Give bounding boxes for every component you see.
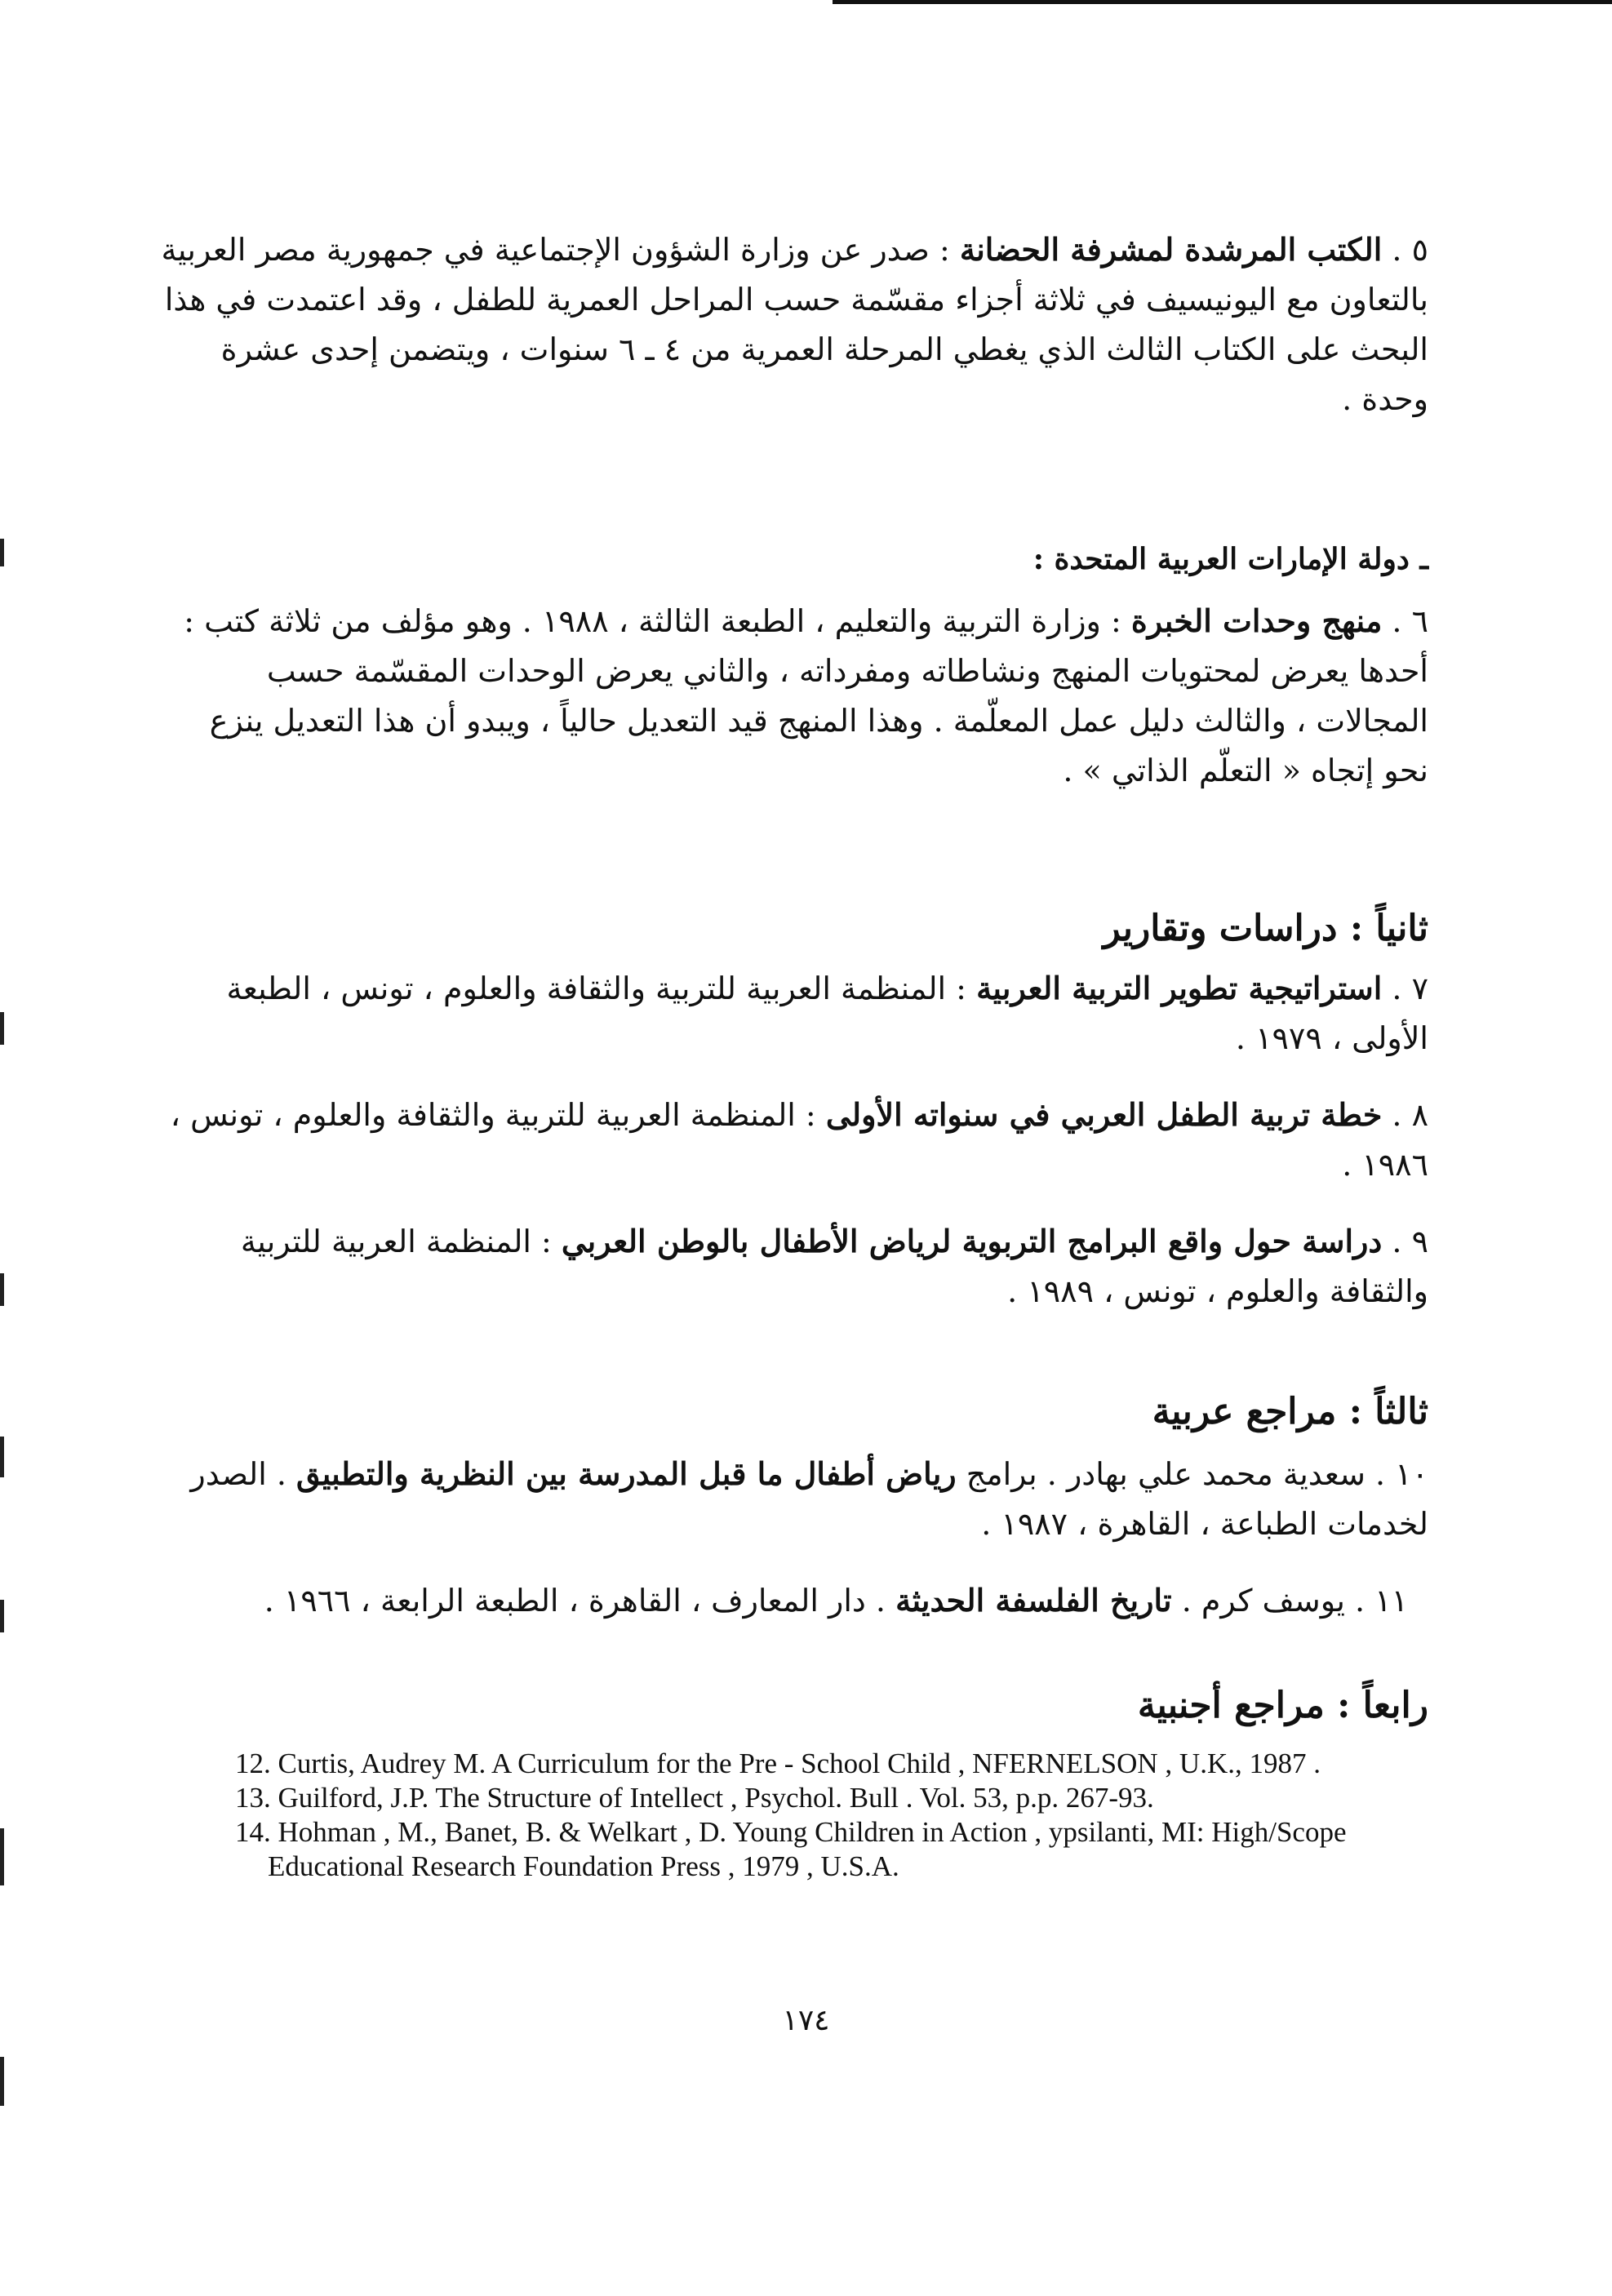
item-text: : وزارة التربية والتعليم ، الطبعة الثالثة ، ١٩٨٨ . وهو مؤلف من ثلاثة كتب : أحدها يعرض لمحتويات المنهج ونشاطاته ومفرداته ، والثاني يعرض الوحدات المقسّمة حسب المجالات ، والثالث دليل عمل المعلّمة . وهذا المنهج قيد التعديل حالياً ، ويبدو أن هذا التعديل ينزع نحو إتجاه « التعلّم الذاتي » . [184, 603, 1428, 788]
item-text: : المنظمة العربية للتربية والثقافة والعلوم ، تونس ، ١٩٨٩ . [240, 1223, 1428, 1309]
reference-item-5 [159, 224, 1428, 424]
foreign-reference-12: 12. Curtis, Audrey M. A Curriculum for the Pre - School Child , NFERNELSON , U.K., 1987 . [235, 1748, 1321, 1779]
item-text: : صدر عن وزارة الشؤون الإجتماعية في جمهورية مصر العربية بالتعاون مع اليونيسيف في ثلاثة أجزاء مقسّمة حسب المراحل العمرية للطفل ، وقد اعتمدت في هذا البحث على الكتاب الثالث الذي يغطي المرحلة العمرية من ٤ ـ ٦ سنوات ، ويتضمن إحدى عشرة وحدة . [161, 232, 1428, 417]
section-heading-foreign-refs: رابعاً : مراجع أجنبية [1137, 1685, 1428, 1726]
scan-edge-marks [0, 0, 7, 2296]
top-rule [833, 0, 1612, 4]
item-text: : المنظمة العربية للتربية والثقافة والعلوم ، تونس ، الطبعة الأولى ، ١٩٧٩ . [226, 970, 1428, 1056]
foreign-reference-14: 14. Hohman , M., Banet, B. & Welkart , D. Young Children in Action , ypsilanti, MI: High/Scope Educational Research Foundation Press , 1979 , U.S.A. [235, 1816, 1347, 1882]
uae-heading: ـ دولة الإمارات العربية المتحدة : [1032, 542, 1428, 576]
item-text: : المنظمة العربية للتربية والثقافة والعلوم ، تونس ، ١٩٨٦ . [170, 1097, 1428, 1183]
item-number: ٥ . [1392, 232, 1428, 268]
item-text: . الصدر لخدمات الطباعة ، القاهرة ، ١٩٨٧ . [190, 1456, 1428, 1542]
item-number: ٦ . [1392, 603, 1428, 639]
item-title: منهج وحدات الخبرة [1130, 602, 1383, 639]
section-heading-arabic-refs: ثالثاً : مراجع عربية [1152, 1391, 1428, 1432]
foreign-references [235, 1747, 1443, 1884]
item-title: رياض أطفال ما قبل المدرسة بين النظرية والتطبيق [296, 1455, 957, 1492]
reference-item-6 [159, 596, 1428, 796]
reference-item-11 [139, 1575, 1408, 1626]
item-title: الكتب المرشدة لمشرفة الحضانة [959, 231, 1383, 268]
page-number: ١٧٤ [782, 2004, 830, 2037]
item-title: استراتيجية تطوير التربية العربية [976, 970, 1383, 1006]
reference-item-10 [159, 1449, 1428, 1549]
reference-item-7 [159, 963, 1428, 1064]
item-number: ٨ . [1392, 1097, 1428, 1133]
section-heading-studies: ثانياً : دراسات وتقارير [1103, 908, 1428, 949]
item-number: ٩ . [1392, 1223, 1428, 1259]
item-author: سعدية محمد علي بهادر . برامج [956, 1456, 1375, 1492]
reference-item-8 [159, 1090, 1428, 1190]
item-text: . دار المعارف ، القاهرة ، الطبعة الرابعة ، ١٩٦٦ . [264, 1583, 896, 1619]
item-title: خطة تربية الطفل العربي في سنواته الأولى [825, 1096, 1383, 1133]
item-number: ١٠ . [1375, 1456, 1428, 1492]
item-title: تاريخ الفلسفة الحديثة [895, 1582, 1172, 1619]
reference-item-9 [159, 1216, 1428, 1317]
item-number: ١١ . [1355, 1583, 1408, 1619]
item-title: دراسة حول واقع البرامج التربوية لرياض الأطفال بالوطن العربي [561, 1223, 1383, 1259]
item-author: يوسف كرم . [1171, 1583, 1355, 1619]
foreign-reference-13: 13. Guilford, J.P. The Structure of Intellect , Psychol. Bull . Vol. 53, p.p. 267-93. [235, 1782, 1154, 1814]
item-number: ٧ . [1392, 970, 1428, 1006]
